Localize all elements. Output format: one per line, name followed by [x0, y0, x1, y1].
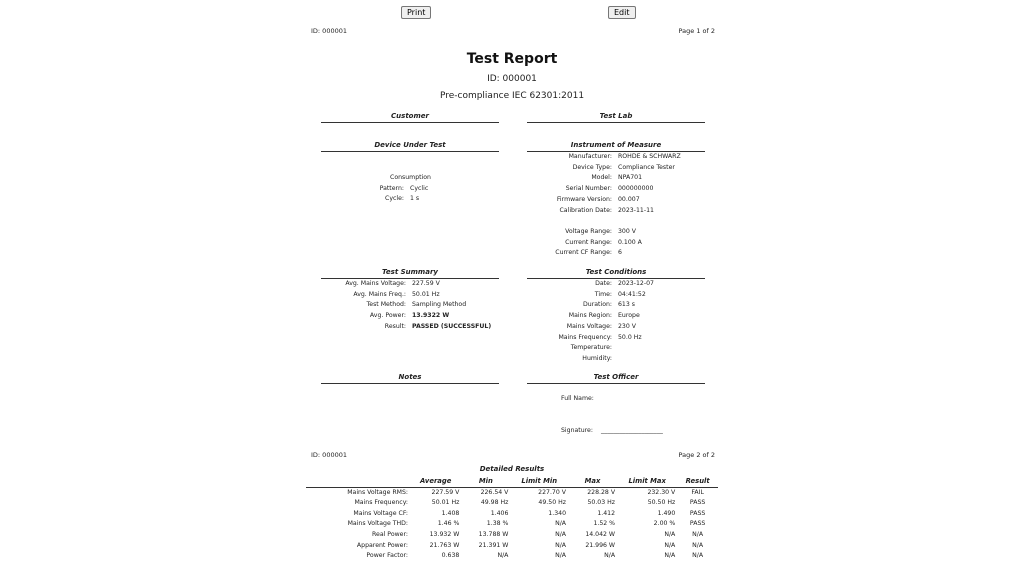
- table-row: [306, 530, 718, 541]
- summary-row: [322, 311, 491, 322]
- cell-average: 1.46 %: [437, 520, 460, 528]
- row-label: Apparent Power:: [356, 541, 408, 549]
- cell-average: 1.408: [441, 509, 460, 517]
- cell-min: 1.38 %: [486, 520, 509, 528]
- summary-key: Avg. Power:: [369, 312, 406, 320]
- instrument-value: ROHDE & SCHWARZ: [618, 153, 681, 160]
- officer-signature-line: ____________________: [601, 427, 663, 434]
- table-row: [306, 498, 718, 509]
- cell-result: FAIL: [691, 488, 704, 496]
- conditions-row: [516, 322, 654, 333]
- results-header-blank: [306, 476, 410, 487]
- instrument-key: Firmware Version:: [556, 195, 612, 203]
- conditions-value: 2023-12-07: [618, 280, 654, 287]
- cell-max: 14.042 W: [585, 530, 616, 538]
- summary-block: [322, 279, 491, 333]
- results-header-limit-max: Limit Max: [617, 476, 677, 487]
- conditions-key: Mains Frequency:: [558, 333, 612, 341]
- results-header-average: Average: [410, 476, 461, 487]
- conditions-row: [516, 290, 654, 301]
- table-row: [306, 519, 718, 530]
- summary-key: Result:: [384, 322, 406, 330]
- instrument-key: Serial Number:: [565, 185, 612, 193]
- cell-limit-min: N/A: [555, 520, 567, 528]
- conditions-row: [516, 300, 654, 311]
- conditions-value: Europe: [618, 312, 640, 320]
- summary-row: [322, 290, 491, 301]
- results-header-row: [306, 476, 718, 487]
- cell-min: 13.788 W: [478, 530, 509, 538]
- instrument-value: 300 V: [618, 227, 637, 235]
- cell-limit-min: N/A: [555, 530, 567, 538]
- report-standard: Pre-compliance IEC 62301:2011: [439, 91, 585, 101]
- section-test-lab: Test Lab: [527, 112, 705, 123]
- cell-limit-min: N/A: [555, 552, 567, 560]
- section-device-under-test: Device Under Test: [321, 141, 499, 152]
- instrument-key: Current Range:: [565, 238, 612, 246]
- page2-id: ID: 000001: [311, 451, 347, 459]
- section-test-conditions: Test Conditions: [527, 268, 705, 279]
- detailed-results-table: [306, 476, 718, 562]
- cell-result: PASS: [689, 499, 706, 507]
- conditions-key: Date:: [595, 280, 612, 287]
- instrument-key: Calibration Date:: [559, 206, 612, 214]
- conditions-key: Temperature:: [570, 344, 612, 352]
- summary-row: [322, 322, 491, 333]
- instrument-row: [516, 163, 681, 174]
- page1-id: ID: 000001: [311, 27, 347, 35]
- conditions-key: Humidity:: [582, 354, 612, 362]
- cell-limit-max: N/A: [664, 541, 676, 549]
- officer-signature-label: Signature:: [561, 427, 593, 434]
- instrument-value: 6: [618, 249, 622, 257]
- cell-min: 21.391 W: [478, 541, 509, 549]
- cell-min: 1.406: [490, 509, 509, 517]
- cell-result: N/A: [692, 530, 704, 538]
- results-header-min: Min: [461, 476, 510, 487]
- cell-min: N/A: [497, 552, 509, 560]
- summary-row: [322, 279, 491, 290]
- cell-max: 228.28 V: [587, 488, 616, 496]
- instrument-value: 00.007: [618, 195, 640, 203]
- row-label: Mains Frequency:: [354, 499, 408, 507]
- cell-result: PASS: [689, 520, 706, 528]
- dut-cycle-label: Cycle:: [385, 195, 404, 203]
- report-id: ID: 000001: [487, 74, 537, 84]
- instrument-key: Manufacturer:: [568, 153, 612, 160]
- section-notes: Notes: [321, 373, 499, 384]
- dut-block: [330, 173, 431, 205]
- cell-limit-max: 50.50 Hz: [647, 499, 676, 507]
- cell-result: N/A: [692, 552, 704, 560]
- summary-value: 227.59 V: [412, 280, 440, 287]
- section-test-officer: Test Officer: [527, 373, 705, 384]
- conditions-value: 230 V: [618, 322, 637, 330]
- instrument-value: 0.100 A: [618, 238, 642, 246]
- instrument-value: 000000000: [618, 185, 654, 193]
- instrument-key: Model:: [591, 174, 612, 182]
- summary-value: 50.01 Hz: [412, 290, 440, 298]
- section-test-summary: Test Summary: [321, 268, 499, 279]
- instrument-row: [516, 195, 681, 206]
- instrument-key: Voltage Range:: [565, 227, 612, 235]
- row-label: Mains Voltage CF:: [353, 509, 408, 517]
- dut-cycle-value: 1 s: [410, 195, 420, 203]
- conditions-key: Mains Region:: [568, 312, 612, 320]
- conditions-key: Time:: [594, 290, 612, 298]
- conditions-key: Duration:: [583, 301, 612, 309]
- print-button[interactable]: Print: [401, 6, 431, 19]
- cell-max: N/A: [604, 552, 616, 560]
- conditions-row: [516, 311, 654, 322]
- instrument-key: Device Type:: [572, 163, 612, 171]
- page2-page-number: Page 2 of 2: [678, 451, 715, 459]
- conditions-block: [516, 279, 654, 365]
- cell-average: 13.932 W: [429, 530, 460, 538]
- cell-average: 50.01 Hz: [431, 499, 460, 507]
- instrument-value: NPA701: [618, 174, 643, 182]
- table-row: [306, 487, 718, 498]
- avg-power-value: 13.9322 W: [412, 312, 450, 320]
- detailed-results-title: Detailed Results: [479, 465, 545, 473]
- summary-key: Test Method:: [366, 301, 406, 309]
- cell-limit-min: 227.70 V: [538, 488, 567, 496]
- cell-max: 21.996 W: [585, 541, 616, 549]
- report-title: Test Report: [466, 51, 558, 67]
- cell-limit-max: N/A: [664, 530, 676, 538]
- conditions-row: [516, 343, 654, 354]
- cell-limit-max: 2.00 %: [653, 520, 676, 528]
- table-row: [306, 509, 718, 520]
- dut-cycle-row: [330, 194, 431, 205]
- cell-max: 50.03 Hz: [587, 499, 616, 507]
- dut-pattern-row: [330, 184, 431, 195]
- cell-limit-min: 1.340: [548, 509, 567, 517]
- cell-min: 226.54 V: [480, 488, 509, 496]
- result-value: PASSED (SUCCESSFUL): [412, 322, 492, 330]
- row-label: Mains Voltage THD:: [347, 520, 408, 528]
- conditions-value: 04:41:52: [618, 290, 646, 298]
- cell-average: 227.59 V: [431, 488, 460, 496]
- cell-limit-max: 232.30 V: [647, 488, 676, 496]
- cell-limit-min: 49.50 Hz: [538, 499, 567, 507]
- instrument-key: Current CF Range:: [555, 249, 612, 257]
- table-row: [306, 541, 718, 552]
- instrument-row: [516, 227, 681, 238]
- spacer: [516, 216, 681, 227]
- results-header-max: Max: [568, 476, 617, 487]
- dut-pattern-label: Pattern:: [379, 184, 404, 192]
- summary-key: Avg. Mains Voltage:: [345, 280, 406, 287]
- conditions-key: Mains Voltage:: [566, 322, 612, 330]
- cell-limit-min: N/A: [555, 541, 567, 549]
- cell-result: N/A: [692, 541, 704, 549]
- dut-consumption: Consumption: [390, 174, 431, 181]
- results-header-result: Result: [677, 476, 718, 487]
- section-customer: Customer: [321, 112, 499, 123]
- cell-limit-max: N/A: [664, 552, 676, 560]
- cell-average: 0.638: [441, 552, 460, 560]
- cell-max: 1.412: [597, 509, 616, 517]
- section-instrument: Instrument of Measure: [527, 141, 705, 152]
- instrument-block: [516, 152, 681, 259]
- instrument-value: 2023-11-11: [618, 206, 654, 214]
- row-label: Power Factor:: [366, 552, 408, 560]
- conditions-row: [516, 333, 654, 344]
- conditions-value: 50.0 Hz: [618, 333, 642, 341]
- officer-full-name-label: Full Name:: [561, 395, 594, 402]
- table-row: [306, 551, 718, 562]
- summary-value: Sampling Method: [412, 301, 467, 309]
- row-label: Real Power:: [372, 530, 408, 538]
- results-header-limit-min: Limit Min: [510, 476, 568, 487]
- cell-min: 49.98 Hz: [480, 499, 509, 507]
- instrument-value: Compliance Tester: [618, 163, 675, 171]
- edit-button[interactable]: Edit: [608, 6, 636, 19]
- summary-row: [322, 300, 491, 311]
- instrument-row: [516, 184, 681, 195]
- instrument-row: [516, 206, 681, 217]
- conditions-row: [516, 354, 654, 365]
- conditions-value: 613 s: [618, 301, 636, 309]
- summary-key: Avg. Mains Freq.:: [353, 290, 406, 298]
- instrument-row: [516, 173, 681, 184]
- cell-max: 1.52 %: [593, 520, 616, 528]
- cell-average: 21.763 W: [429, 541, 460, 549]
- conditions-row: [516, 279, 654, 290]
- instrument-row: [516, 152, 681, 163]
- instrument-row: [516, 248, 681, 259]
- instrument-row: [516, 238, 681, 249]
- cell-limit-max: 1.490: [657, 509, 676, 517]
- cell-result: PASS: [689, 509, 706, 517]
- dut-pattern-value: Cyclic: [410, 184, 429, 192]
- page1-page-number: Page 1 of 2: [678, 27, 715, 35]
- row-label: Mains Voltage RMS:: [347, 488, 408, 496]
